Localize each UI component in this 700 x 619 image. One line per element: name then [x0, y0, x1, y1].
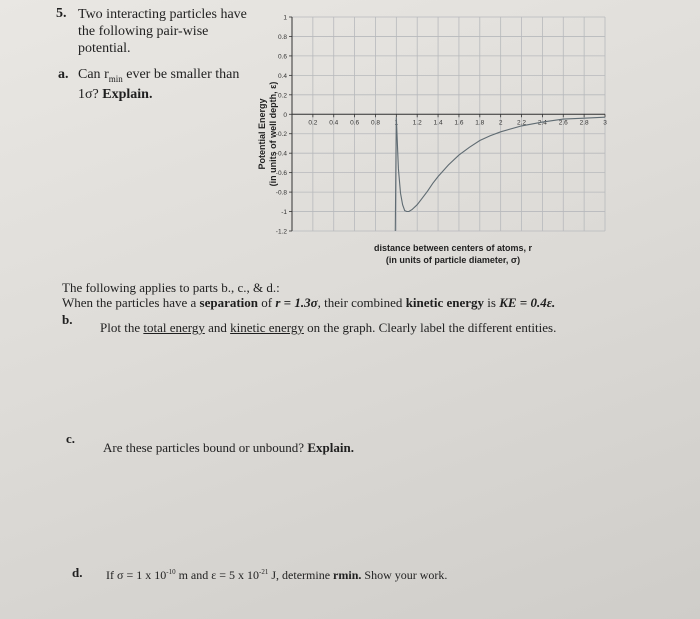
- x-axis-title: distance between centers of atoms, r: [373, 243, 533, 253]
- y-tick-label: -0.4: [275, 150, 287, 158]
- part-a-text: [78, 67, 248, 103]
- y-axis-title: Potential Energy: [257, 98, 267, 170]
- x-tick-label: 0.6: [350, 119, 360, 127]
- part-d-text: [106, 568, 447, 583]
- x-tick-label: 1.4: [433, 119, 443, 127]
- x-tick-label: 2.6: [558, 119, 568, 127]
- part-d-rmin: rmin.: [333, 568, 362, 582]
- part-d-exp2: -21: [259, 568, 269, 576]
- part-a-text-mid: ever be smaller than 1σ?: [78, 67, 240, 102]
- y-tick-label: 0: [283, 111, 287, 119]
- min-subscript: min: [108, 73, 123, 84]
- part-b-text: [100, 320, 556, 336]
- y-tick-label: 1: [283, 14, 287, 22]
- r-symbol: r: [104, 67, 109, 82]
- part-d-t1: If σ = 1 x 10: [106, 568, 167, 582]
- cond-t4: is: [484, 295, 500, 310]
- x-axis-title-block: [338, 242, 568, 266]
- part-b-kinetic-energy: kinetic energy: [230, 320, 304, 335]
- part-d-t3: J, determine: [268, 568, 334, 582]
- x-tick-label: 0.2: [308, 119, 318, 127]
- part-a-explain: Explain.: [102, 86, 153, 102]
- y-tick-label: -1: [281, 209, 287, 217]
- part-d-exp1: -10: [166, 568, 176, 576]
- x-tick-label: 2.2: [517, 119, 527, 127]
- cond-eq-ke: KE = 0.4ε.: [499, 295, 556, 310]
- y-tick-label: -0.8: [275, 189, 287, 197]
- x-tick-label: 1.8: [475, 119, 485, 127]
- x-tick-label: 1: [394, 119, 399, 127]
- x-tick-labels: [308, 119, 607, 126]
- part-c-explain: Explain.: [307, 440, 354, 455]
- question-number: 5.: [56, 6, 67, 21]
- part-b-t2: and: [204, 320, 231, 335]
- x-tick-label: 1.6: [454, 119, 464, 127]
- x-axis-subtitle: (in units of particle diameter, σ): [385, 255, 521, 265]
- y-tick-label: 0.4: [277, 72, 287, 80]
- part-b-label: b.: [62, 312, 73, 327]
- conditions-text: [62, 295, 555, 311]
- x-tick-label: 2: [498, 119, 503, 127]
- y-tick-label: 0.8: [277, 33, 287, 41]
- part-c-text: [103, 440, 354, 456]
- y-tick-label: 0.2: [277, 92, 287, 100]
- part-c-label: c.: [66, 431, 76, 446]
- part-b-total-energy: total energy: [143, 320, 205, 335]
- part-c-question: Are these particles bound or unbound?: [103, 440, 305, 455]
- part-b-t3: on the graph. Clearly label the different entities.: [303, 320, 557, 335]
- part-d-t2: m and ε = 5 x 10: [175, 568, 260, 582]
- y-tick-label: -1.2: [275, 228, 287, 236]
- potential-curve-group: [395, 117, 605, 231]
- x-tick-label: 1.2: [412, 119, 422, 127]
- part-a-text-start: Can: [78, 67, 105, 82]
- y-axis-subtitle: (in units of well depth, ε): [268, 81, 278, 187]
- x-tick-label: 2.8: [579, 119, 589, 127]
- x-tick-label: 0.8: [370, 119, 380, 127]
- cond-eq-r: r = 1.3σ: [275, 295, 318, 310]
- potential-energy-graph: [255, 5, 615, 240]
- rmin-symbol: [104, 67, 123, 82]
- applies-note: The following applies to parts b., c., & d.:: [62, 280, 280, 295]
- cond-kinetic-energy: kinetic energy: [405, 295, 485, 310]
- question-text: Two interacting particles have the following pair-wise potential.: [78, 7, 247, 56]
- part-d-label: d.: [72, 565, 83, 580]
- x-tick-label: 2.4: [537, 119, 547, 127]
- cond-t1: When the particles have a: [62, 295, 200, 310]
- potential-curve: [395, 117, 605, 231]
- y-tick-label: -0.2: [275, 131, 287, 139]
- x-tick-label: 0.4: [329, 119, 339, 127]
- part-a-label: a.: [58, 67, 69, 82]
- cond-t3: , their combined: [317, 295, 406, 310]
- part-b-t1: Plot the: [100, 320, 144, 335]
- x-tick-label: 3: [603, 119, 607, 127]
- cond-separation: separation: [199, 295, 259, 310]
- cond-t2: of: [258, 295, 276, 310]
- part-d-t4: Show your work.: [361, 568, 448, 582]
- y-tick-label: 0.6: [277, 53, 287, 61]
- y-tick-label: -0.6: [275, 170, 287, 178]
